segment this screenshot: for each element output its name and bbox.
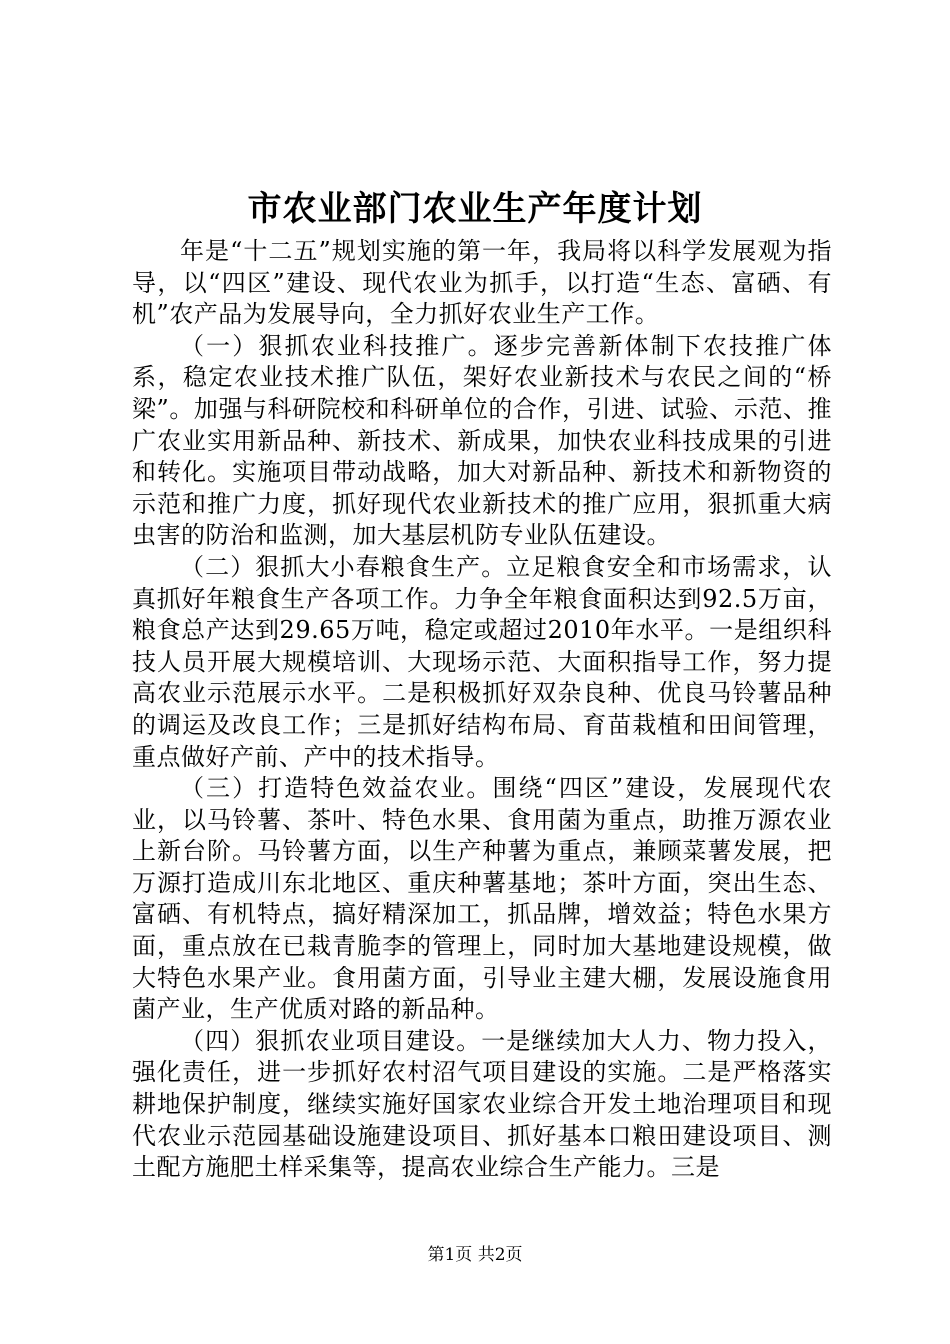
paragraph-intro: 年是“十二五”规划实施的第一年，我局将以科学发展观为指导，以“四区”建设、现代农业为抓手，以打造“生态、富硒、有机”农产品为发展导向，全力抓好农业生产工作。 <box>132 237 832 329</box>
page-title: 市农业部门农业生产年度计划 <box>247 189 703 229</box>
document-body <box>132 236 832 1184</box>
page-footer: 第1页 共2页 <box>427 1245 523 1265</box>
paragraph-section-2: （二）狠抓大小春粮食生产。立足粮食安全和市场需求，认真抓好年粮食生产各项工作。力争全年粮食面积达到92.5万亩，粮食总产达到29.65万吨，稳定或超过2010年水平。一是组织科技人员开展大规模培训、大现场示范、大面积指导工作，努力提高农业示范展示水平。二是积极抓好双杂良种、优良马铃薯品种的调运及改良工作；三是抓好结构布局、育苗栽植和田间管理，重点做好产前、产中的技术指导。 <box>132 552 832 771</box>
paragraph-section-1: （一）狠抓农业科技推广。逐步完善新体制下农技推广体系，稳定农业技术推广队伍，架好农业新技术与农民之间的“桥梁”。加强与科研院校和科研单位的合作，引进、试验、示范、推广农业实用新品种、新技术、新成果，加快农业科技成果的引进和转化。实施项目带动战略，加大对新品种、新技术和新物资的示范和推广力度，抓好现代农业新技术的推广应用，狠抓重大病虫害的防治和监测，加大基层机防专业队伍建设。 <box>132 331 832 550</box>
paragraph-section-4: （四）狠抓农业项目建设。一是继续加大人力、物力投入，强化责任，进一步抓好农村沼气项目建设的实施。二是严格落实耕地保护制度，继续实施好国家农业综合开发土地治理项目和现代农业示范园基础设施建设项目、抓好基本口粮田建设项目、测土配方施肥土样采集等，提高农业综合生产能力。三是 <box>132 1026 832 1182</box>
paragraph-section-3: （三）打造特色效益农业。围绕“四区”建设，发展现代农业，以马铃薯、茶叶、特色水果、食用菌为重点，助推万源农业上新台阶。马铃薯方面，以生产种薯为重点，兼顾菜薯发展，把万源打造成川东北地区、重庆种薯基地；茶叶方面，突出生态、富硒、有机特点，搞好精深加工，抓品牌，增效益；特色水果方面，重点放在已栽青脆李的管理上，同时加大基地建设规模，做大特色水果产业。食用菌方面，引导业主建大棚，发展设施食用菌产业，生产优质对路的新品种。 <box>132 774 832 1024</box>
